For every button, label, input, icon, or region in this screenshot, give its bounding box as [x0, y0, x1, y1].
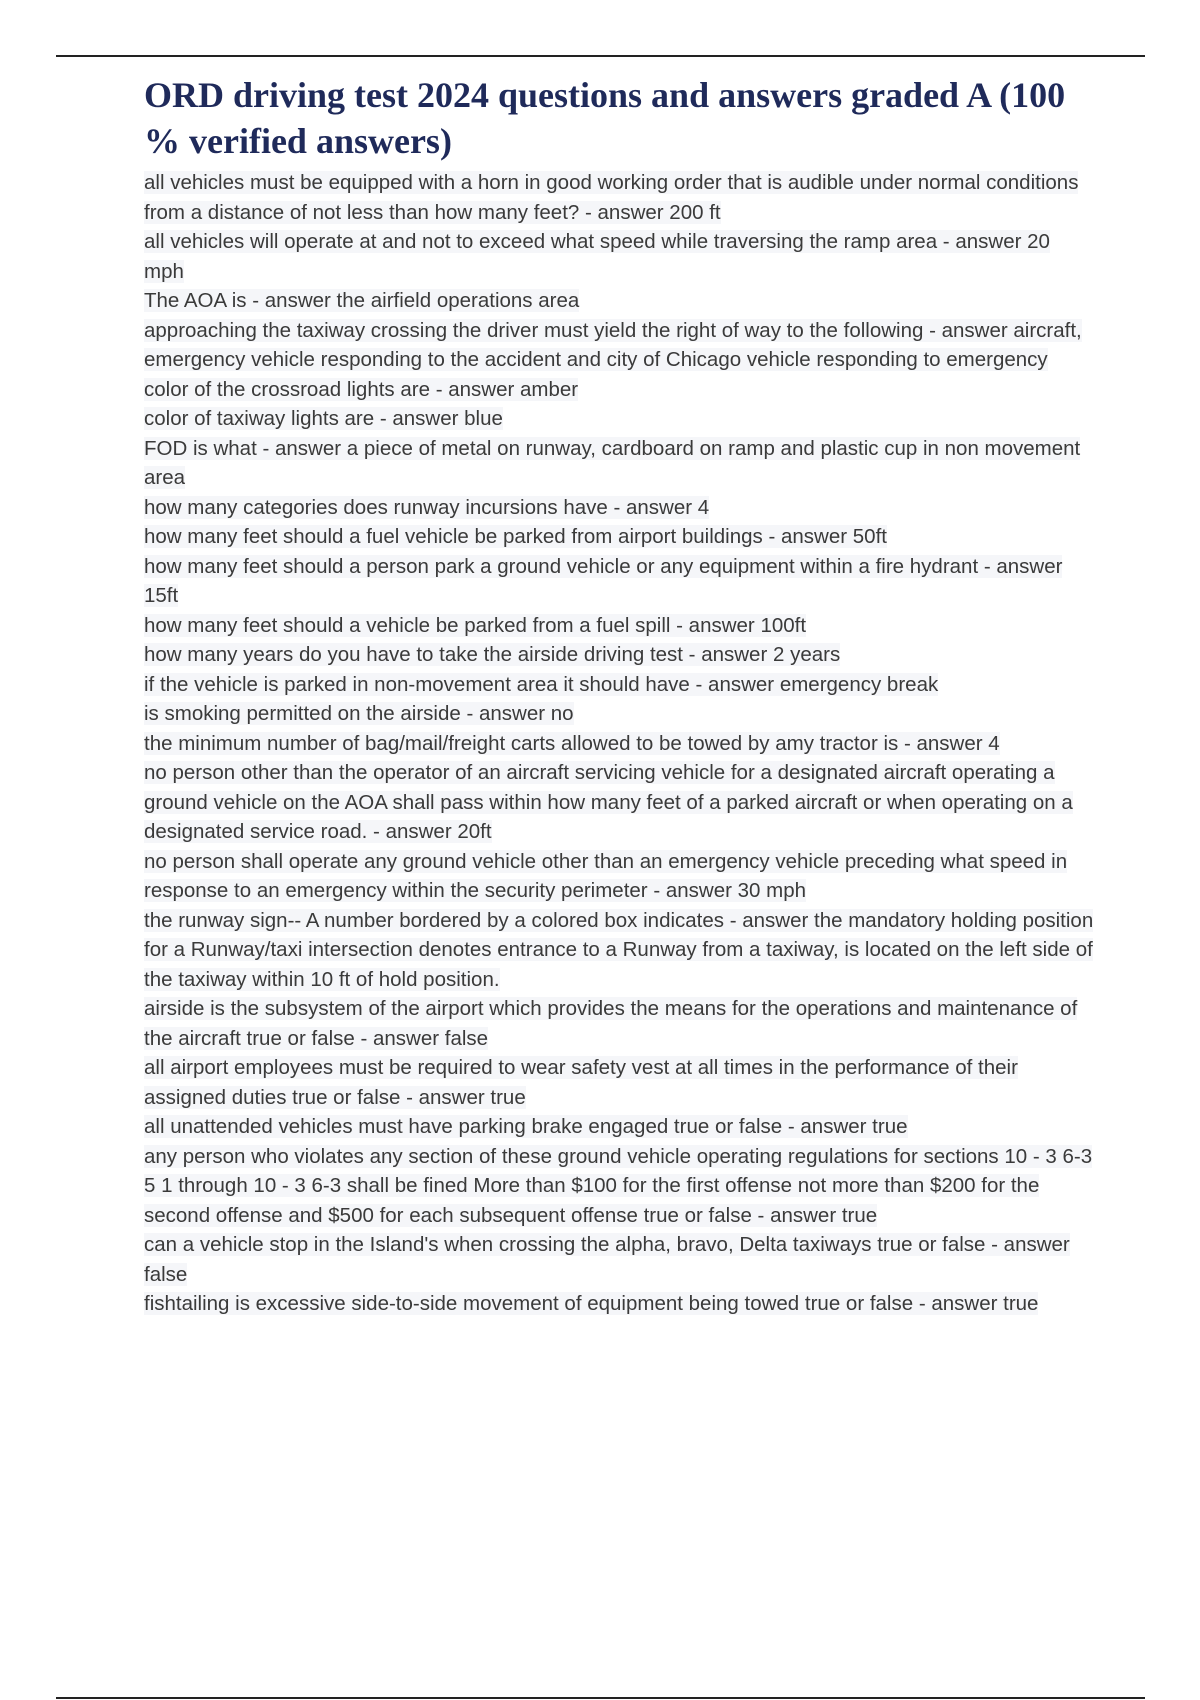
qa-item: [144, 1053, 1094, 1112]
qa-text: how many years do you have to take the airside driving test - answer 2 years: [144, 643, 841, 666]
qa-list: [144, 168, 1094, 1319]
qa-item: [144, 552, 1094, 611]
qa-item: [144, 729, 1094, 759]
qa-text: color of the crossroad lights are - answer amber: [144, 377, 579, 401]
qa-text: FOD is what - answer a piece of metal on runway, cardboard on ramp and plastic cup in non movement area: [144, 436, 1081, 489]
qa-item: [144, 906, 1094, 995]
qa-item: [144, 168, 1094, 227]
qa-text: no person other than the operator of an aircraft servicing vehicle for a designated aircraft operating a ground vehicle on the AOA shall pass within how many feet of a parked aircraft or when operating on a designated service road. - answer 20ft: [144, 761, 1073, 843]
bottom-divider: [56, 1697, 1145, 1699]
qa-text: the minimum number of bag/mail/freight carts allowed to be towed by amy tractor is - answer 4: [144, 731, 1000, 755]
qa-item: [144, 493, 1094, 523]
qa-text: how many feet should a fuel vehicle be parked from airport buildings - answer 50ft: [144, 525, 887, 548]
qa-text: airside is the subsystem of the airport which provides the means for the operations and maintenance of the aircraft true or false - answer false: [144, 997, 1078, 1050]
qa-text: no person shall operate any ground vehicle other than an emergency vehicle preceding what speed in response to an emergency within the security perimeter - answer 30 mph: [144, 849, 1068, 902]
qa-item: [144, 1112, 1094, 1142]
qa-item: [144, 670, 1094, 700]
qa-text: can a vehicle stop in the Island's when crossing the alpha, bravo, Delta taxiways true or false - answer false: [144, 1233, 1070, 1286]
qa-item: [144, 434, 1094, 493]
qa-text: all airport employees must be required to wear safety vest at all times in the performance of their assigned duties true or false - answer true: [144, 1056, 1018, 1109]
qa-text: fishtailing is excessive side-to-side movement of equipment being towed true or false - answer true: [144, 1292, 1039, 1315]
qa-text: The AOA is - answer the airfield operations area: [144, 289, 580, 312]
qa-item: [144, 1289, 1094, 1319]
qa-text: approaching the taxiway crossing the driver must yield the right of way to the following - answer aircraft, emergency vehicle responding to the accident and city of Chicago vehicle responding to emergency: [144, 318, 1082, 371]
qa-text: all unattended vehicles must have parking brake engaged true or false - answer true: [144, 1115, 908, 1138]
qa-text: is smoking permitted on the airside - answer no: [144, 702, 574, 725]
qa-item: [144, 1230, 1094, 1289]
qa-item: [144, 227, 1094, 286]
qa-item: [144, 758, 1094, 847]
qa-text: how many feet should a person park a ground vehicle or any equipment within a fire hydrant - answer 15ft: [144, 554, 1063, 607]
qa-text: any person who violates any section of these ground vehicle operating regulations for sections 10 - 3 6-3 5 1 through 10 - 3 6-3 shall be fined More than $100 for the first offense not more than $200 for the second offense and $500 for each subsequent offense true or false - answer true: [144, 1144, 1093, 1227]
qa-text: the runway sign-- A number bordered by a colored box indicates - answer the mandatory holding position for a Runway/taxi intersection denotes entrance to a Runway from a taxiway, is located on the left side of the taxiway within 10 ft of hold position.: [144, 908, 1094, 991]
qa-item: [144, 847, 1094, 906]
qa-text: if the vehicle is parked in non-movement area it should have - answer emergency break: [144, 672, 939, 696]
qa-text: how many feet should a vehicle be parked from a fuel spill - answer 100ft: [144, 613, 807, 637]
qa-item: [144, 1142, 1094, 1231]
qa-item: [144, 404, 1094, 434]
document-title: ORD driving test 2024 questions and answers graded A (100 % verified answers): [144, 75, 1066, 161]
qa-text: color of taxiway lights are - answer blue: [144, 407, 503, 430]
qa-text: how many categories does runway incursions have - answer 4: [144, 495, 710, 519]
qa-item: [144, 316, 1094, 375]
top-divider: [56, 55, 1145, 57]
qa-item: [144, 994, 1094, 1053]
qa-item: [144, 522, 1094, 552]
qa-item: [144, 611, 1094, 641]
qa-text: all vehicles must be equipped with a horn in good working order that is audible under normal conditions from a distance of not less than how many feet? - answer 200 ft: [144, 171, 1079, 224]
qa-item: [144, 640, 1094, 670]
document-body: [144, 72, 1094, 1319]
qa-text: all vehicles will operate at and not to exceed what speed while traversing the ramp area - answer 20 mph: [144, 230, 1050, 283]
qa-item: [144, 699, 1094, 729]
qa-item: [144, 375, 1094, 405]
qa-item: [144, 286, 1094, 316]
